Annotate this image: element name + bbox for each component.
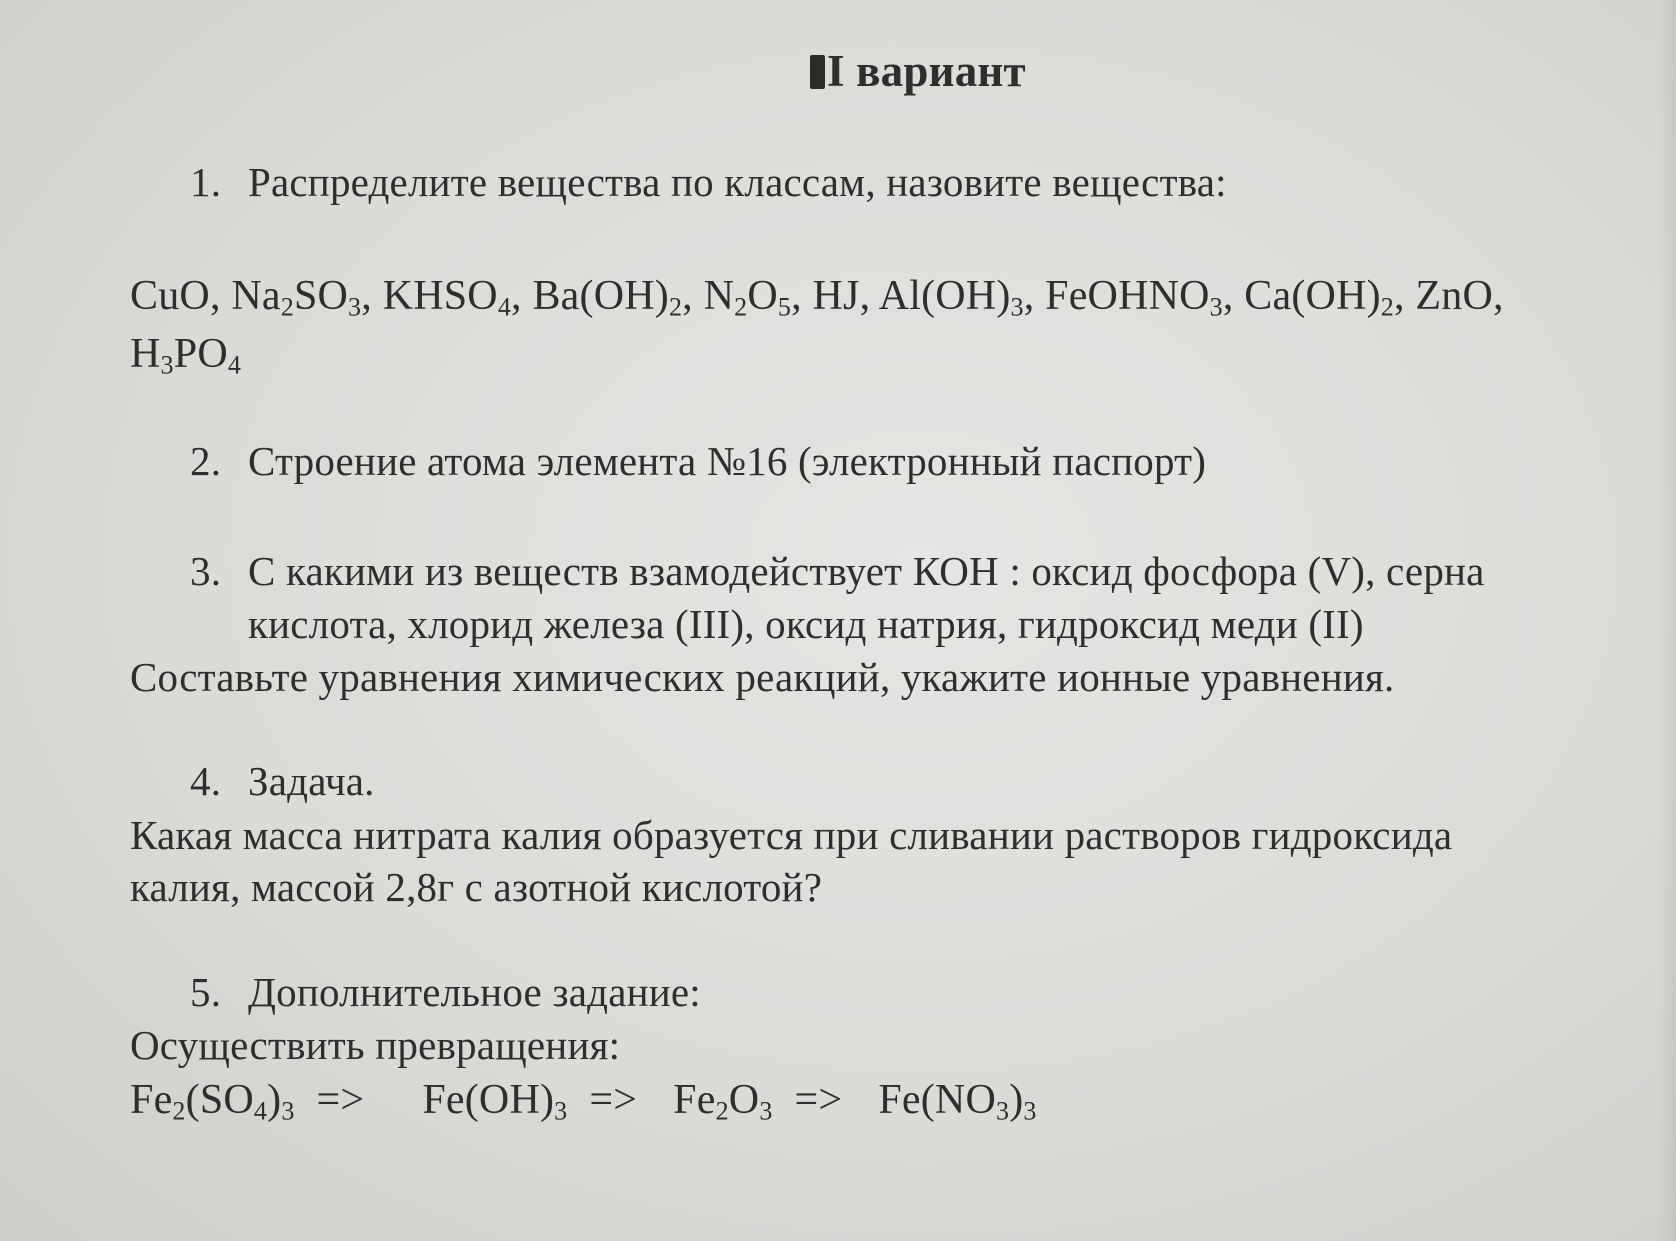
formula-substance: HJ (812, 273, 860, 319)
task-4-line-2: калия, массой 2,8г с азотной кислотой? (130, 864, 823, 910)
reaction-arrow: => (794, 1077, 843, 1123)
task-5-chain (130, 1076, 1037, 1124)
formula-substance: $KHSO_4$ (382, 273, 512, 322)
task-1-substances-line-1: CuO, $Na_2SO_3$, $KHSO_4$, $Ba(OH)_2$, $N_2O_5$, HJ, $Al(OH)_3$, FeOHNO$_3$, $Ca(OH)_2$, ZnO, (130, 273, 1504, 322)
ink-mark-icon (810, 55, 825, 89)
formula-substance: FeOHNO$_3$ (1045, 273, 1223, 322)
formula-chain-item: $Fe_2O_3$ (673, 1077, 773, 1126)
task-3-line-1 (190, 547, 1485, 595)
task-4-heading (190, 757, 375, 805)
page-edge-shadow (1658, 0, 1676, 1241)
formula-substance: ZnO (1415, 273, 1493, 319)
task-3-number: 3. (190, 548, 222, 594)
task-5-heading (190, 968, 701, 1016)
task-1-number: 1. (190, 159, 222, 205)
task-4-line-1: Какая масса нитрата калия образуется при сливании растворов гидроксида (130, 812, 1453, 858)
task-3-text-1: С какими из веществ взамодействует КОН : оксид фосфора (V), серна (248, 548, 1485, 594)
formula-chain-item: $Fe_2(SO_4)_3$ (130, 1077, 295, 1126)
task-4-heading-text: Задача. (248, 758, 375, 804)
task-4-number: 4. (190, 758, 222, 804)
formula-substance: $N_2O_5$ (703, 273, 792, 322)
reaction-arrow: => (316, 1077, 365, 1123)
formula-substance: $Al(OH)_3$ (878, 273, 1024, 322)
task-1-heading (190, 158, 1227, 206)
formula-substance: CuO (130, 273, 210, 319)
task-2 (190, 437, 1206, 485)
task-2-text: Строение атома элемента №16 (электронный паспорт) (248, 438, 1207, 484)
formula-substance: $Ba(OH)_2$ (532, 273, 683, 322)
formula-chain-item: $Fe(OH)_3$ (422, 1077, 568, 1126)
formula-chain-item: $Fe(NO_3)_3$ (878, 1077, 1037, 1126)
formula-substance: $H_3PO_4$ (130, 331, 242, 380)
formula-substance: $Na_2SO_3$ (231, 273, 362, 322)
task-1-text: Распределите вещества по классам, назовите вещества: (248, 159, 1227, 205)
task-3-line-3: Составьте уравнения химических реакций, укажите ионные уравнения. (130, 654, 1395, 700)
variant-title: I вариант (810, 45, 1026, 97)
reaction-arrow: => (589, 1077, 638, 1123)
task-2-number: 2. (190, 438, 222, 484)
task-5-heading-text: Дополнительное задание: (248, 969, 701, 1015)
formula-substance: $Ca(OH)_2$ (1244, 273, 1394, 322)
task-3-line-2: кислота, хлорид железа (III), оксид натрия, гидроксид меди (II) (248, 601, 1364, 647)
task-5-instruction: Осуществить превращения: (130, 1022, 621, 1068)
task-5-number: 5. (190, 969, 222, 1015)
task-1-substances-line-2 (130, 330, 241, 378)
